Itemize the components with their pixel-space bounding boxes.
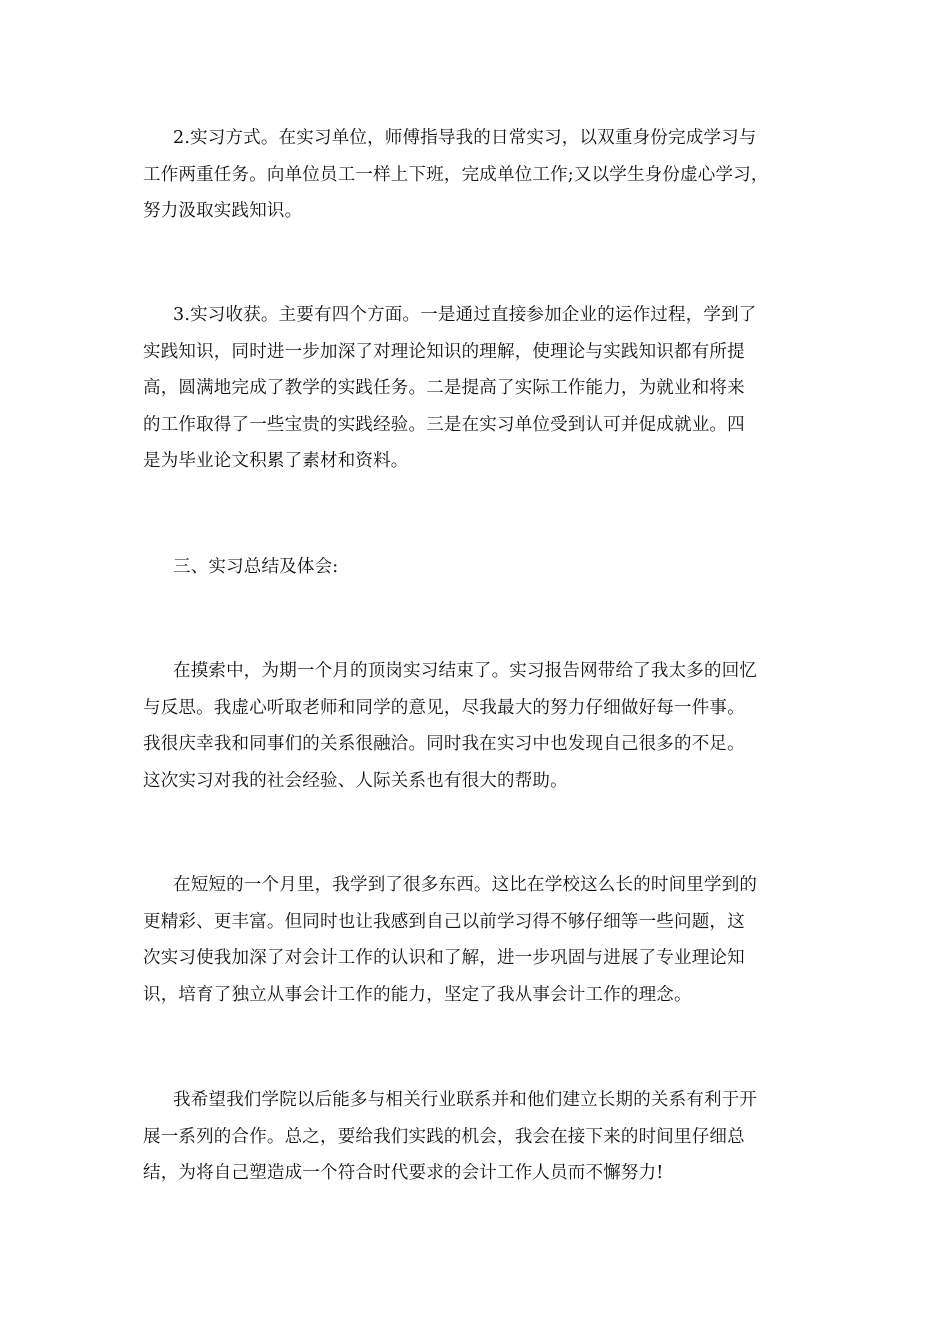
text-line: 展一系列的合作。总之，要给我们实践的机会，我会在接下来的时间里仔细总 — [143, 1126, 745, 1147]
paragraph-internship-method — [143, 120, 807, 230]
text-line: 实践知识，同时进一步加深了对理论知识的理解，使理论与实践知识都有所提 — [143, 341, 745, 362]
text-line: 高，圆满地完成了教学的实践任务。二是提高了实际工作能力，为就业和将来 — [143, 378, 745, 398]
text-line: 是为毕业论文积累了素材和资料。 — [143, 451, 409, 471]
text-line: 在摸索中，为期一个月的顶岗实习结束了。实习报告网带给了我太多的回忆 — [173, 661, 758, 681]
text-line: 3.实习收获。主要有四个方面。一是通过直接参加企业的运作过程，学到了 — [173, 305, 757, 325]
text-line: 在短短的一个月里，我学到了很多东西。这比在学校这么长的时间里学到的 — [173, 875, 758, 895]
text-line: 工作两重任务。向单位员工一样上下班，完成单位工作;又以学生身份虚心学习， — [143, 164, 769, 185]
text-line: 更精彩、更丰富。但同时也让我感到自己以前学习得不够仔细等一些问题，这 — [143, 911, 745, 932]
paragraph-learning — [143, 867, 807, 1013]
text-line: 这次实习对我的社会经验、人际关系也有很大的帮助。 — [143, 770, 568, 791]
text-line: 识，培育了独立从事会计工作的能力，坚定了我从事会计工作的理念。 — [143, 984, 692, 1005]
text-line: 我希望我们学院以后能多与相关行业联系并和他们建立长期的关系有利于开 — [173, 1090, 758, 1110]
paragraph-internship-gains — [143, 297, 807, 480]
text-line: 2.实习方式。在实习单位，师傅指导我的日常实习，以双重身份完成学习与 — [173, 128, 757, 148]
section-heading-text: 三、实习总结及体会: — [173, 557, 339, 577]
text-line: 与反思。我虚心听取老师和同学的意见，尽我最大的努力仔细做好每一件事。 — [143, 697, 745, 718]
section-heading-summary — [143, 549, 807, 586]
text-line: 我很庆幸我和同事们的关系很融洽。同时我在实习中也发现自己很多的不足。 — [143, 734, 745, 754]
text-line: 次实习使我加深了对会计工作的认识和了解，进一步巩固与进展了专业理论知 — [143, 948, 745, 968]
text-line: 努力汲取实践知识。 — [143, 201, 303, 221]
text-line: 结，为将自己塑造成一个符合时代要求的会计工作人员而不懈努力! — [143, 1163, 664, 1183]
text-line: 的工作取得了一些宝贵的实践经验。三是在实习单位受到认可并促成就业。四 — [143, 414, 745, 435]
paragraph-reflection — [143, 653, 807, 799]
paragraph-hope — [143, 1082, 807, 1192]
